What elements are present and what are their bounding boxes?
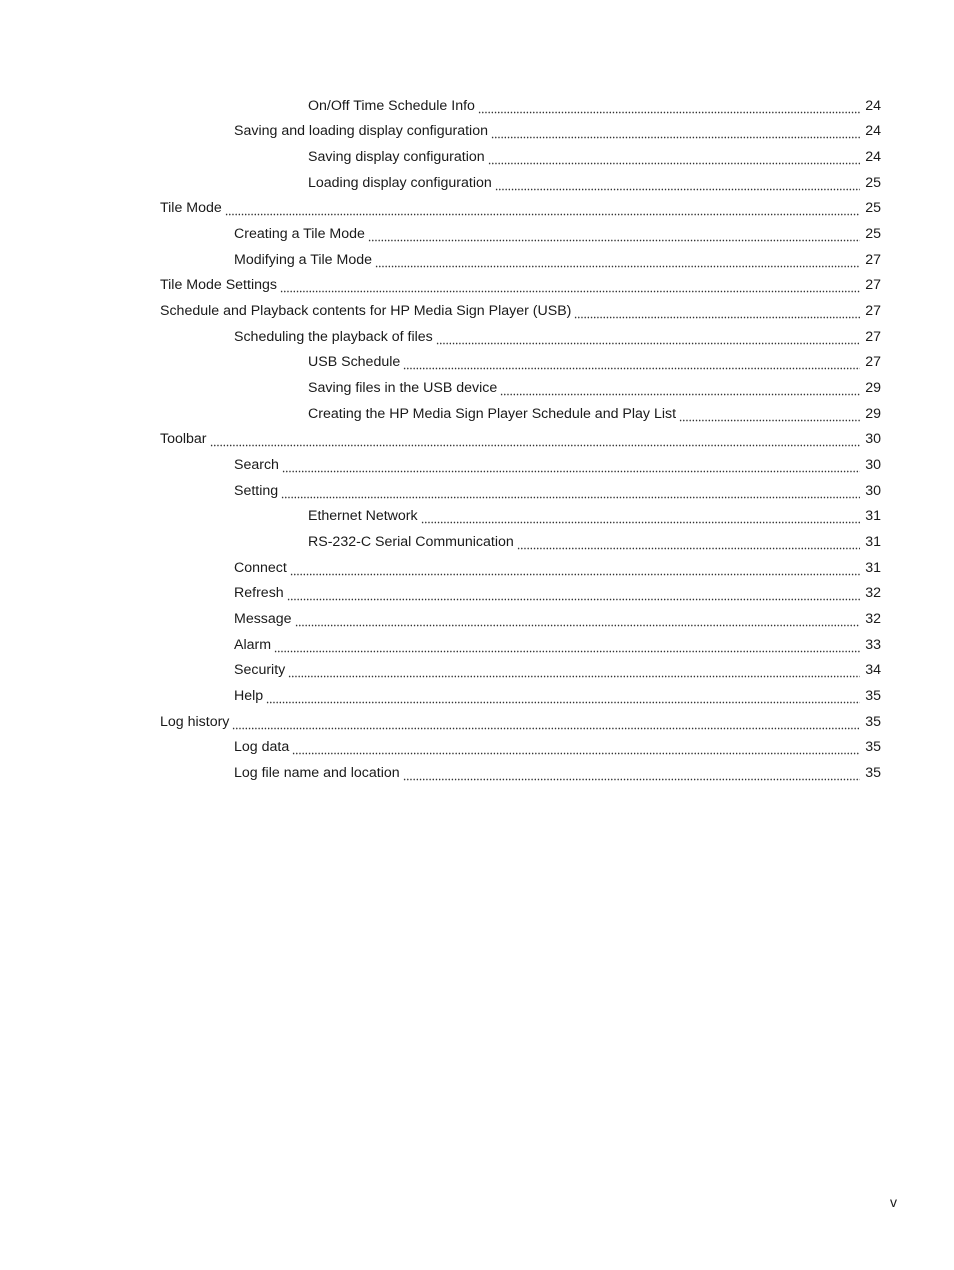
dot-leader <box>281 487 860 499</box>
toc-entry-page: 25 <box>865 174 881 191</box>
toc-entry[interactable] <box>0 452 954 478</box>
toc-entry-page: 25 <box>865 226 881 243</box>
toc-entry-title: Saving files in the USB device <box>308 380 498 397</box>
toc-entry-title: Ethernet Network <box>308 508 418 525</box>
toc-entry[interactable] <box>0 350 954 376</box>
toc-entry[interactable] <box>0 375 954 401</box>
toc-entry[interactable] <box>0 504 954 530</box>
toc-entry[interactable] <box>0 709 954 735</box>
dot-leader <box>210 435 860 447</box>
dot-leader <box>517 538 860 550</box>
toc-entry-page: 31 <box>865 559 881 576</box>
toc-entry-title: Saving display configuration <box>308 149 485 166</box>
toc-entry[interactable] <box>0 144 954 170</box>
toc-entry-title: Log file name and location <box>234 764 400 781</box>
toc-entry[interactable] <box>0 298 954 324</box>
toc-entry-page: 35 <box>865 687 881 704</box>
dot-leader <box>288 666 860 678</box>
toc-entry-page: 27 <box>865 354 881 371</box>
toc-entry-page: 25 <box>865 200 881 217</box>
toc-entry-title: On/Off Time Schedule Info <box>308 97 475 114</box>
toc-entry[interactable] <box>0 247 954 273</box>
toc-entry[interactable] <box>0 221 954 247</box>
dot-leader <box>403 769 860 781</box>
toc-entry-page: 29 <box>865 380 881 397</box>
toc-entry-page: 34 <box>865 662 881 679</box>
toc-entry-title: Tile Mode <box>160 200 222 217</box>
toc-entry[interactable] <box>0 196 954 222</box>
dot-leader <box>274 641 860 653</box>
toc-entry-title: Scheduling the playback of files <box>234 328 433 345</box>
dot-leader <box>574 307 860 319</box>
dot-leader <box>368 230 860 242</box>
toc-entry[interactable] <box>0 324 954 350</box>
toc-entry-page: 27 <box>865 251 881 268</box>
dot-leader <box>375 256 860 268</box>
toc-entry[interactable] <box>0 555 954 581</box>
dot-leader <box>282 461 860 473</box>
toc-entry[interactable] <box>0 427 954 453</box>
dot-leader <box>495 179 860 191</box>
dot-leader <box>290 564 860 576</box>
toc-entry-page: 31 <box>865 533 881 550</box>
toc-entry-title: Modifying a Tile Mode <box>234 251 373 268</box>
toc-entry-page: 30 <box>865 431 881 448</box>
toc-entry-title: Tile Mode Settings <box>160 277 277 294</box>
toc-entry-page: 27 <box>865 303 881 320</box>
toc-entry-title: Log data <box>234 739 290 756</box>
toc-entry[interactable] <box>0 170 954 196</box>
dot-leader <box>421 512 860 524</box>
dot-leader <box>500 384 860 396</box>
dot-leader <box>403 358 860 370</box>
toc-entry[interactable] <box>0 683 954 709</box>
toc-entry[interactable] <box>0 478 954 504</box>
toc-entry-page: 32 <box>865 585 881 602</box>
toc-entry[interactable] <box>0 580 954 606</box>
toc-entry[interactable] <box>0 632 954 658</box>
toc-entry-title: Log history <box>160 713 230 730</box>
dot-leader <box>488 153 860 165</box>
toc-entry[interactable] <box>0 657 954 683</box>
toc-entry[interactable] <box>0 529 954 555</box>
dot-leader <box>225 204 860 216</box>
toc-entry[interactable] <box>0 119 954 145</box>
toc-entry-page: 27 <box>865 328 881 345</box>
toc-entry-page: 29 <box>865 405 881 422</box>
dot-leader <box>679 410 860 422</box>
toc-entry-title: Alarm <box>234 636 272 653</box>
table-of-contents <box>0 93 954 786</box>
dot-leader <box>280 281 860 293</box>
toc-entry-title: Toolbar <box>160 431 207 448</box>
page-number: v <box>890 1194 897 1210</box>
toc-entry-page: 24 <box>865 123 881 140</box>
toc-entry-page: 35 <box>865 764 881 781</box>
dot-leader <box>292 743 860 755</box>
toc-entry-title: Setting <box>234 482 279 499</box>
toc-entry-page: 30 <box>865 482 881 499</box>
toc-entry[interactable] <box>0 760 954 786</box>
toc-entry-title: Loading display configuration <box>308 174 492 191</box>
toc-entry-title: RS-232-C Serial Communication <box>308 533 514 550</box>
toc-entry-title: USB Schedule <box>308 354 401 371</box>
toc-entry[interactable] <box>0 606 954 632</box>
toc-entry-page: 33 <box>865 636 881 653</box>
toc-entry-page: 24 <box>865 97 881 114</box>
dot-leader <box>287 589 860 601</box>
toc-entry-title: Saving and loading display configuration <box>234 123 488 140</box>
toc-entry-page: 27 <box>865 277 881 294</box>
toc-entry-page: 31 <box>865 508 881 525</box>
dot-leader <box>266 692 860 704</box>
toc-entry[interactable] <box>0 734 954 760</box>
dot-leader <box>232 718 860 730</box>
toc-entry-page: 24 <box>865 149 881 166</box>
toc-entry-page: 32 <box>865 610 881 627</box>
toc-entry[interactable] <box>0 401 954 427</box>
toc-entry-title: Message <box>234 610 292 627</box>
toc-entry-title: Creating a Tile Mode <box>234 226 365 243</box>
toc-entry-title: Creating the HP Media Sign Player Schedule and Play List <box>308 405 677 422</box>
dot-leader <box>478 102 860 114</box>
toc-entry-title: Connect <box>234 559 287 576</box>
toc-entry-title: Security <box>234 662 286 679</box>
toc-entry-title: Search <box>234 457 279 474</box>
toc-entry[interactable] <box>0 93 954 119</box>
toc-entry-title: Schedule and Playback contents for HP Media Sign Player (USB) <box>160 303 572 320</box>
toc-entry[interactable] <box>0 273 954 299</box>
dot-leader <box>491 127 860 139</box>
toc-entry-page: 35 <box>865 713 881 730</box>
toc-entry-page: 35 <box>865 739 881 756</box>
toc-entry-title: Help <box>234 687 264 704</box>
toc-entry-page: 30 <box>865 457 881 474</box>
dot-leader <box>436 333 860 345</box>
toc-entry-title: Refresh <box>234 585 284 602</box>
dot-leader <box>295 615 860 627</box>
